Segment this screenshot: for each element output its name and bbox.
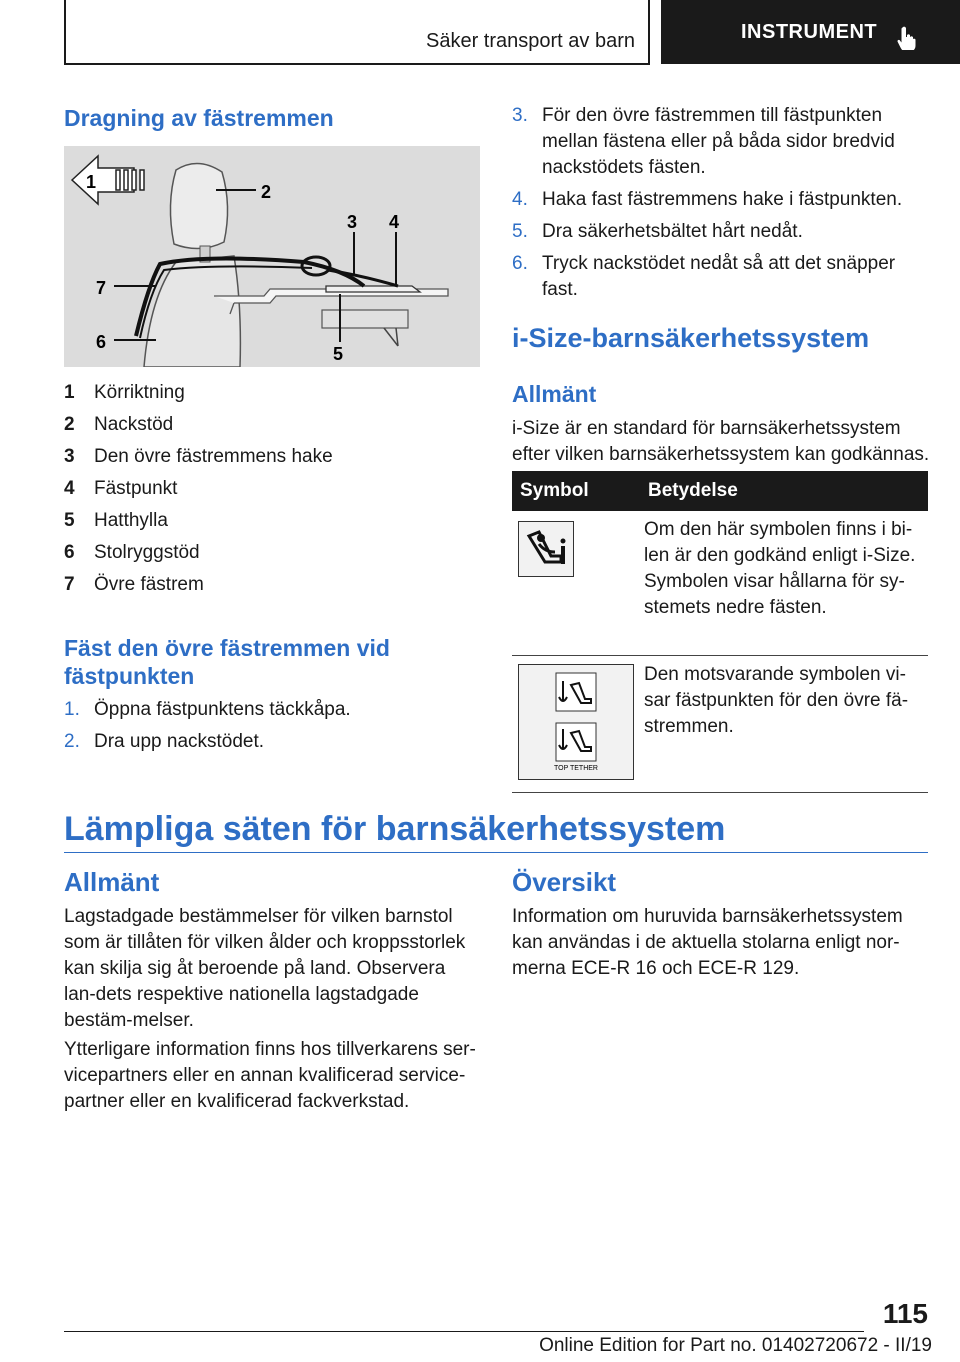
header-rule-left xyxy=(64,0,66,64)
top-tether-anchor-icon xyxy=(518,664,634,780)
symbol-table xyxy=(512,471,928,793)
figure-legend xyxy=(64,382,480,606)
legend-item xyxy=(64,542,480,574)
hand-pointer-icon xyxy=(897,26,917,50)
footer-edition: Online Edition for Part no. 01402720672 - II/19 xyxy=(539,1335,932,1356)
legend-label: Den övre fästremmens hake xyxy=(94,446,333,467)
figure-callout: 2 xyxy=(261,182,272,202)
step-item xyxy=(64,729,480,755)
step-item xyxy=(512,251,928,303)
legend-label: Körriktning xyxy=(94,382,185,403)
header-chapter-tab[interactable] xyxy=(661,0,960,64)
header-section-title: Säker transport av barn xyxy=(426,30,635,52)
heading-allmant: Allmänt xyxy=(64,867,160,897)
header-chapter-label: INSTRUMENT xyxy=(741,20,878,43)
legend-item xyxy=(64,382,480,414)
table-cell-meaning: Om den här symbolen finns i bi-len är den godkänd enligt i-Size. Symbolen visar hållarna för sy-stemets nedre fästen. xyxy=(640,511,928,655)
heading-allmant-isize: Allmänt xyxy=(512,381,597,407)
step-text: Öppna fästpunktens täckkåpa. xyxy=(94,699,351,720)
heading-isize: i-Size-barnsäkerhetssystem xyxy=(512,323,870,353)
step-number: 4. xyxy=(512,189,528,210)
legend-number: 4 xyxy=(64,478,75,499)
isize-child-seat-icon xyxy=(518,521,574,577)
table-cell-symbol xyxy=(512,511,640,655)
figure-callout: 6 xyxy=(96,332,107,352)
page-number: 115 xyxy=(882,1298,928,1329)
header-rule-right xyxy=(648,0,650,64)
legend-label: Nackstöd xyxy=(94,414,174,435)
steps-right xyxy=(512,103,928,309)
legend-label: Övre fästrem xyxy=(94,574,204,595)
footer-rule xyxy=(64,1331,864,1332)
step-number: 1. xyxy=(64,699,80,720)
headrest-illustration xyxy=(64,146,480,367)
table-header-symbol: Symbol xyxy=(512,471,640,511)
legend-number: 5 xyxy=(64,510,75,531)
legend-number: 7 xyxy=(64,574,75,595)
figure-callout: 7 xyxy=(96,278,107,298)
legend-label: Hatthylla xyxy=(94,510,168,531)
figure-callout: 4 xyxy=(389,212,400,232)
step-text: Dra säkerhetsbältet hårt nedåt. xyxy=(542,221,803,242)
legend-label: Fästpunkt xyxy=(94,478,178,499)
table-cell-meaning: Den motsvarande symbolen vi-sar fästpunkten för den övre fä-stremmen. xyxy=(640,655,928,792)
step-item xyxy=(512,103,928,181)
top-tether-caption: TOP TETHER xyxy=(554,764,598,772)
table-row xyxy=(512,655,928,792)
legend-number: 2 xyxy=(64,414,75,435)
figure-callout: 5 xyxy=(333,344,344,364)
isize-intro: i-Size är en standard för barnsäkerhetssystem efter vilken barnsäkerhetssystem kan godkännas. xyxy=(512,418,930,465)
header-rule-bottom xyxy=(64,63,650,65)
table-header-meaning: Betydelse xyxy=(640,471,928,511)
step-text: Haka fast fästremmens hake i fästpunkten. xyxy=(542,189,903,210)
step-number: 2. xyxy=(64,731,80,752)
step-text: Tryck nackstödet nedåt så att det snäpper fast. xyxy=(542,253,896,300)
steps-left xyxy=(64,697,480,761)
section-title: Lämpliga säten för barnsäkerhetssystem xyxy=(64,810,726,848)
legend-item xyxy=(64,414,480,446)
figure-callout: 3 xyxy=(347,212,358,232)
paragraph-bestammelser: Lagstadgade bestämmelser för vilken barnstol som är tillåten för vilken ålder och kroppsstorlek kan skilja sig åt beroende på land. Observera lan-dets respektive nationella lagstadgade bestäm-melser. xyxy=(64,906,466,1031)
legend-item xyxy=(64,574,480,606)
step-number: 6. xyxy=(512,253,528,274)
legend-item xyxy=(64,446,480,478)
step-number: 3. xyxy=(512,105,528,126)
step-text: För den övre fästremmen till fästpunkten mellan fästena eller på båda sidor bredvid nackstödets fästen. xyxy=(542,105,895,178)
legend-number: 1 xyxy=(64,382,75,403)
heading-oversikt: Översikt xyxy=(512,867,617,897)
legend-label: Stolryggstöd xyxy=(94,542,200,563)
heading-fast-fastremmen: Fäst den övre fästremmen vid fästpunkten xyxy=(64,635,390,689)
headrest-tether-figure xyxy=(64,146,480,367)
step-number: 5. xyxy=(512,221,528,242)
legend-number: 6 xyxy=(64,542,75,563)
paragraph-oversikt: Information om huruvida barnsäkerhetssystem kan användas i de aktuella stolarna enligt nor-merna ECE-R 16 och ECE-R 129. xyxy=(512,906,903,979)
section-rule xyxy=(64,852,928,853)
legend-item xyxy=(64,510,480,542)
table-row xyxy=(512,511,928,655)
legend-item xyxy=(64,478,480,510)
step-item xyxy=(512,187,928,213)
step-item xyxy=(512,219,928,245)
paragraph-ytterligare: Ytterligare information finns hos tillverkarens ser-vicepartners eller en annan kvalificerad service-partner eller en kvalificerad fackverkstad. xyxy=(64,1039,476,1112)
step-text: Dra upp nackstödet. xyxy=(94,731,265,752)
figure-callout: 1 xyxy=(86,172,97,192)
table-cell-symbol xyxy=(512,655,640,792)
step-item xyxy=(64,697,480,723)
legend-number: 3 xyxy=(64,446,75,467)
heading-dragning: Dragning av fästremmen xyxy=(64,105,334,131)
table-header-row xyxy=(512,471,928,511)
